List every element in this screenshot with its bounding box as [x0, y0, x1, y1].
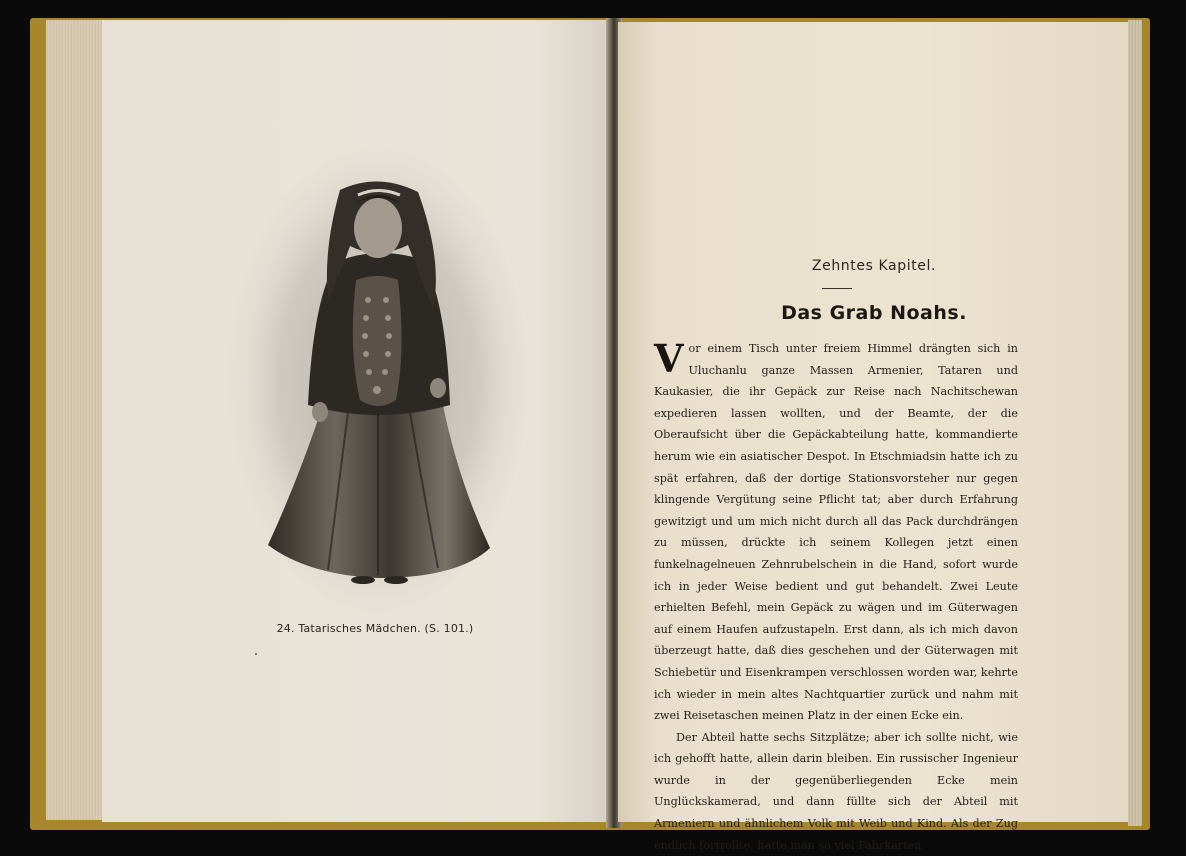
chapter-title: Das Grab Noahs. [781, 302, 967, 324]
title-divider [822, 288, 852, 289]
paragraph-2: Der Abteil hatte sechs Sitzplätze; aber ich sollte nicht, wie ich gehofft hatte, allein darin bleiben. Ein russischer Ingenieur wurde in der gegenüberliegenden Ecke mein Unglückskamerad, und dann füllte sich der Abteil mit Armeniern und ähnlichem Volk mit Weib und Kind. Als der Zug endlich fortrollte, hatte man so viel Fahrkarten [654, 730, 1018, 852]
photo-caption: 24. Tatarisches Mädchen. (S. 101.) [276, 622, 474, 635]
portrait-photo [228, 150, 528, 612]
paragraph-1-text: or einem Tisch unter freiem Himmel drängten sich in Uluchanlu ganze Massen Armenier, Tataren und Kaukasier, die ihr Gepäck zur Reise nach Nachitschewan expedieren lassen wollten, und der Beamte, der die Oberaufsicht über die Gepäckabteilung hatte, kommandierte herum wie ein asiatischer Despot. In Etschmiadsin hatte ich zu spät erfahren, daß der dortige Stationsvorsteher nur gegen klingende Vergütung seine Pflicht tat; aber durch Erfahrung gewitzigt und um mich nicht durch all das Pack durchdrängen zu müssen, drückte ich seinem Kollegen jetzt einen funkelnagelneuen Zehnrubelschein in die Hand, sofort wurde ich in jeder Weise bedient und gut behandelt. Zwei Leute erhielten Befehl, mein Gepäck zu wägen und im Güterwagen auf einem Haufen aufzustapeln. Erst dann, als ich mich davon überzeugt hatte, daß dies geschehen und der Güterwagen mit Schiebetür und Eisenkrampen verschlossen worden war, kehrte ich wieder in mein altes Nachtquartier zurück und nahm mit zwei Reisetaschen meinen Platz in der einen Ecke ein. [654, 342, 1018, 723]
ink-speck [255, 653, 257, 655]
left-page-edges [46, 20, 106, 820]
right-page-edges [1128, 20, 1142, 826]
photo-of-tatar-girl-icon [228, 150, 528, 612]
drop-cap: V [654, 336, 684, 381]
chapter-label: Zehntes Kapitel. [811, 258, 937, 274]
chapter-body [654, 338, 1018, 856]
paragraph-1 [654, 338, 1018, 727]
